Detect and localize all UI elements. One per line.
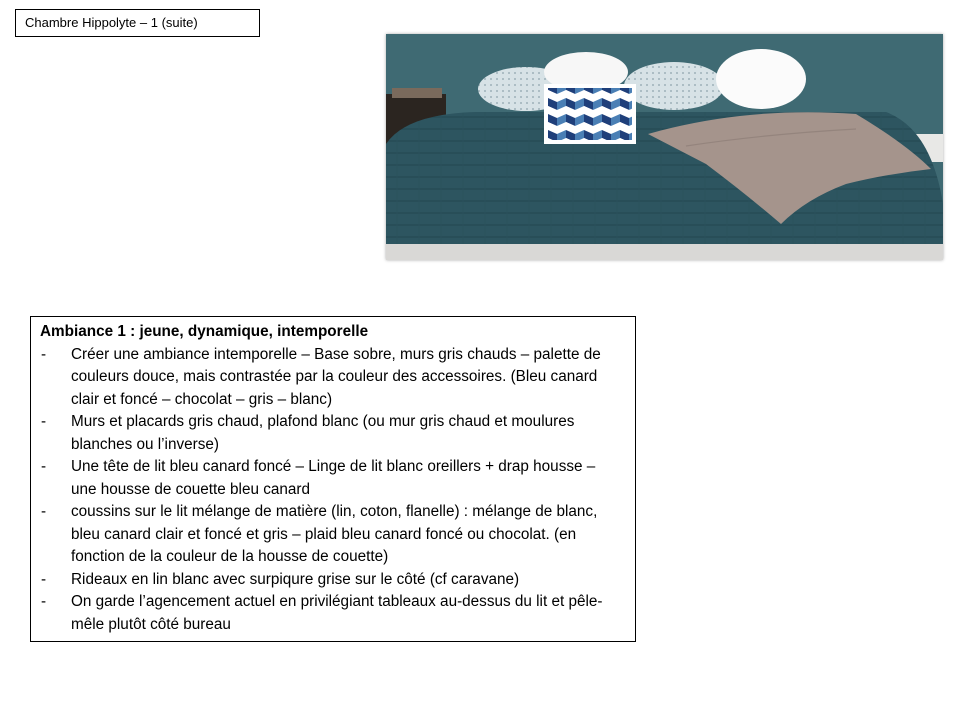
list-item-text: Une tête de lit bleu canard foncé – Linge de lit blanc oreillers + drap housse – une housse de couette bleu canard (71, 458, 596, 498)
ambiance-text-box (30, 316, 636, 642)
bullet-dash: - (41, 458, 47, 475)
list-item (40, 456, 625, 501)
list-item (40, 501, 625, 569)
list-item (40, 411, 625, 456)
list-item-text: Créer une ambiance intemporelle – Base sobre, murs gris chauds – palette de couleurs douce, mais contrastée par la couleur des accessoires. (Bleu canard clair et foncé – chocolat – gris – blanc) (71, 345, 601, 408)
bullet-dash: - (41, 413, 47, 430)
list-item (40, 344, 625, 412)
ambiance-list (40, 344, 625, 637)
list-item-text: On garde l’agencement actuel en privilégiant tableaux au-dessus du lit et pêle-mêle plutôt côté bureau (71, 593, 603, 633)
bullet-dash: - (41, 593, 47, 610)
list-item (40, 569, 625, 592)
bedroom-photo (386, 34, 943, 260)
list-item-text: coussins sur le lit mélange de matière (lin, coton, flanelle) : mélange de blanc, bleu canard clair et foncé et gris – plaid bleu canard foncé ou chocolat. (en fonction de la couleur de la housse de couette) (71, 503, 598, 565)
list-item-text: Rideaux en lin blanc avec surpiqure grise sur le côté (cf caravane) (71, 570, 520, 588)
bullet-dash: - (41, 503, 47, 520)
list-item (40, 591, 625, 636)
ambiance-heading: Ambiance 1 : jeune, dynamique, intemporelle (40, 323, 369, 340)
bullet-dash: - (41, 570, 47, 588)
list-item-text: Murs et placards gris chaud, plafond blanc (ou mur gris chaud et moulures blanches ou l’inverse) (71, 413, 575, 453)
slide-title: Chambre Hippolyte – 1 (suite) (15, 9, 260, 37)
bullet-dash: - (41, 345, 47, 363)
